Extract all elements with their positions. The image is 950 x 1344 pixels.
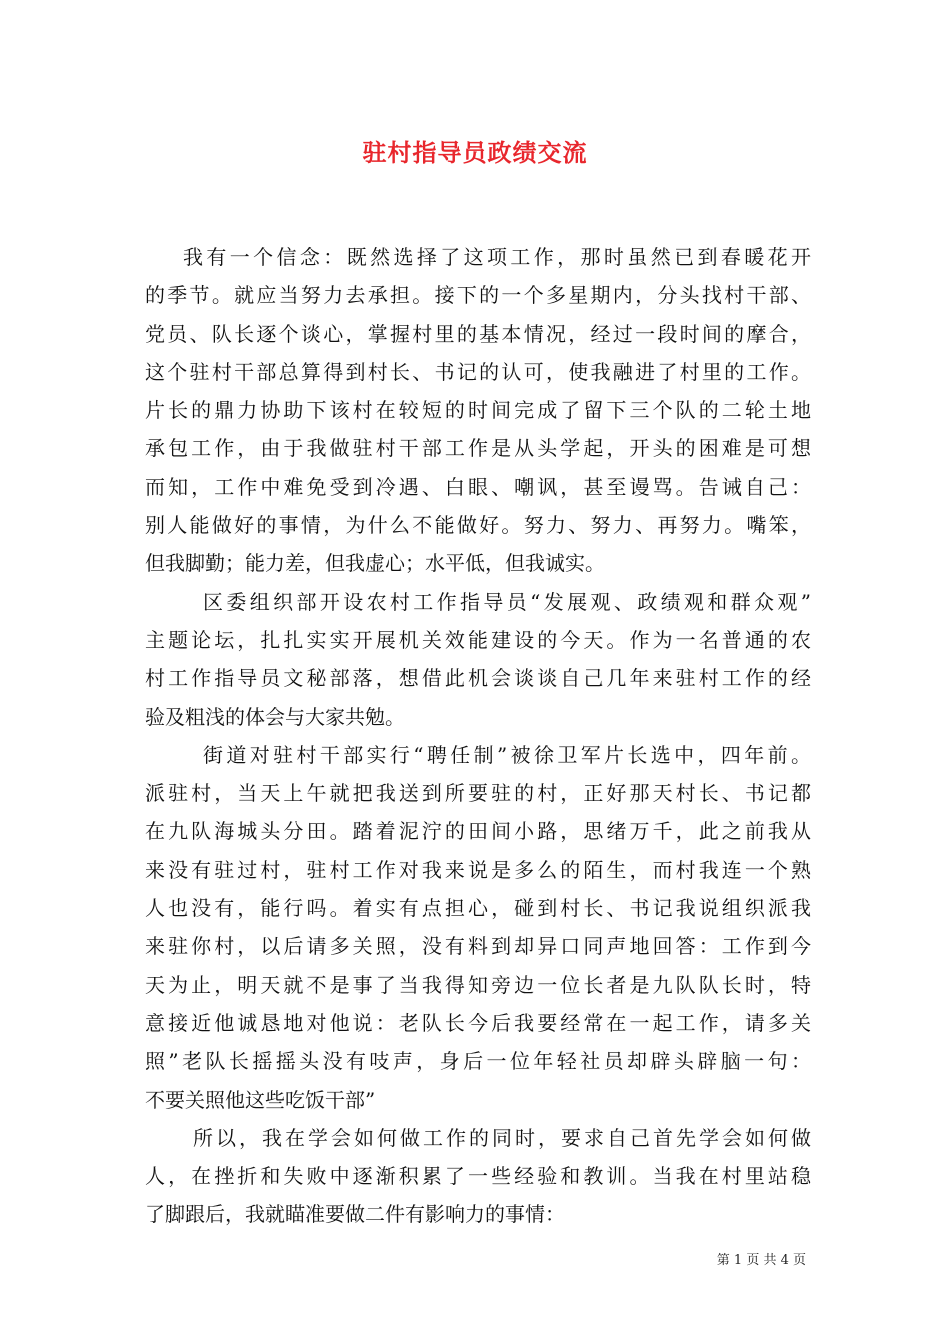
- text-line: 承包工作，由于我做驻村干部工作是从头学起，开头的困难是可想: [145, 436, 811, 461]
- text-line: 我有一个信念：既然选择了这项工作，那时虽然已到春暖花开: [183, 245, 811, 269]
- text-line: 不要关照他这些吃饭干部”: [145, 1087, 376, 1112]
- paragraph-1: [145, 238, 811, 583]
- text-line: 这个驻村干部总算得到村长、书记的认可，使我融进了村里的工作。: [145, 359, 811, 384]
- text-line: 而知，工作中难免受到冷遇、白眼、嘲讽，甚至谩骂。告诫自己：: [145, 474, 811, 499]
- text-line: 人，在挫折和失败中逐渐积累了一些经验和教训。当我在村里站稳: [145, 1164, 811, 1189]
- paragraph-3: [145, 736, 811, 1119]
- text-line: 来驻你村，以后请多关照，没有料到却异口同声地回答：工作到今: [145, 934, 811, 959]
- text-line: 了脚跟后，我就瞄准要做二件有影响力的事情：: [145, 1202, 565, 1227]
- page-number: 第 1 页 共 4 页: [716, 1253, 806, 1268]
- text-line: 街道对驻村干部实行“聘任制”被徐卫军片长选中，四年前。: [203, 742, 811, 767]
- text-line: 别人能做好的事情，为什么不能做好。努力、努力、再努力。嘴笨，: [145, 513, 811, 538]
- document-body: [145, 238, 811, 1234]
- text-line: 验及粗浅的体会与大家共勉。: [145, 704, 405, 729]
- text-line: 村工作指导员文秘部落，想借此机会谈谈自己几年来驻村工作的经: [145, 666, 811, 691]
- text-line: 主题论坛，扎扎实实开展机关效能建设的今天。作为一名普通的农: [145, 627, 811, 652]
- text-line: 意接近他诚恳地对他说：老队长今后我要经常在一起工作，请多关: [145, 1010, 811, 1035]
- text-line: 来没有驻过村，驻村工作对我来说是多么的陌生，而村我连一个熟: [145, 857, 811, 882]
- page-title: 驻村指导员政绩交流: [362, 138, 588, 167]
- text-line: 在九队海城头分田。踏着泥泞的田间小路，思绪万千，此之前我从: [145, 819, 811, 844]
- text-line: 党员、队长逐个谈心，掌握村里的基本情况，经过一段时间的摩合，: [145, 321, 811, 346]
- text-line: 照”老队长摇摇头没有吱声，身后一位年轻社员却辟头辟脑一句：: [145, 1049, 811, 1074]
- text-line: 片长的鼎力协助下该村在较短的时间完成了留下三个队的二轮土地: [145, 398, 811, 423]
- text-line: 天为止，明天就不是事了当我得知旁边一位长者是九队队长时，特: [145, 972, 811, 997]
- paragraph-2: [145, 583, 811, 736]
- text-line: 但我脚勤；能力差，但我虚心；水平低，但我诚实。: [145, 551, 605, 576]
- text-line: 派驻村，当天上午就把我送到所要驻的村，正好那天村长、书记都: [145, 781, 811, 806]
- text-line: 人也没有，能行吗。着实有点担心，碰到村长、书记我说组织派我: [145, 896, 811, 921]
- text-line: 所以，我在学会如何做工作的同时，要求自己首先学会如何做: [193, 1125, 811, 1150]
- text-line: 区委组织部开设农村工作指导员“发展观、政绩观和群众观”: [203, 589, 811, 614]
- paragraph-4: [145, 1119, 811, 1234]
- text-line: 的季节。就应当努力去承担。接下的一个多星期内，分头找村干部、: [145, 283, 811, 308]
